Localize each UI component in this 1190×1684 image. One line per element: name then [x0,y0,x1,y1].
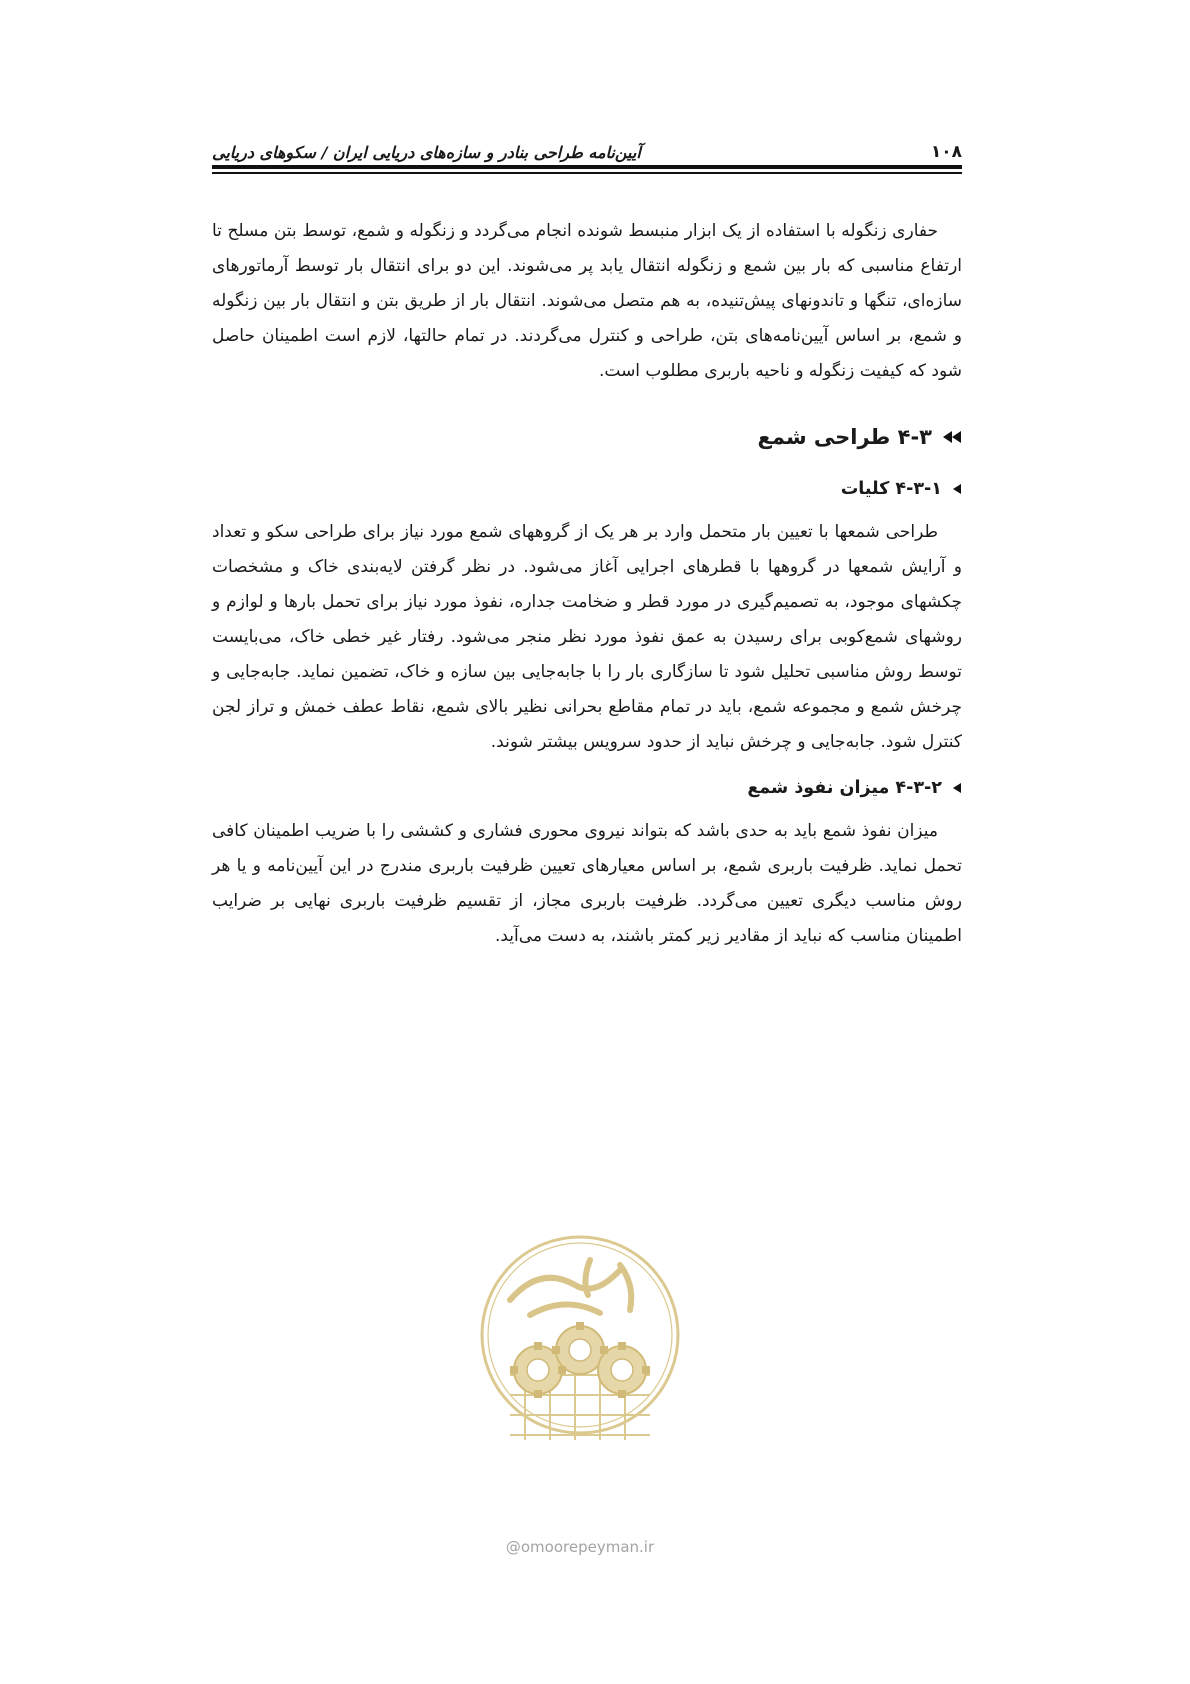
intro-paragraph: حفاری زنگوله با استفاده از یک ابزار منبسط شونده انجام می‌گردد و زنگوله و شمع، توسط بتن مسلح تا ارتفاع مناسبی که بار بین شمع و زنگوله انتقال یابد پر می‌شوند. این دو برای انتقال بار توسط آرماتورهای سازه‌ای، تنگها و تاندونهای پیش‌تنیده، به هم متصل می‌شوند. انتقال بار از طریق بتن و انتقال بار بین زنگوله و شمع، بر اساس آیین‌نامه‌های بتن، طراحی و کنترل می‌گردند. در تمام حالتها، لازم است اطمینان حاصل شود که کیفیت زنگوله و ناحیه باربری مطلوب است. [212,221,962,381]
watermark-logo [470,1225,690,1475]
running-title: آیین‌نامه طراحی بنادر و سازه‌های دریایی ایران / سکوهای دریایی [212,143,641,162]
watermark-url-text: omoorepeyman.ir [520,1538,655,1556]
triangle-icon [952,483,962,495]
subsection-1-heading-text: ۴-۳-۱ کلیات [840,479,942,499]
subsection-1-paragraph: طراحی شمعها با تعیین بار متحمل وارد بر هر یک از گروههای شمع مورد نیاز برای طراحی سکو و تعداد و آرایش شمعها در گروهها با قطرهای اجرایی آغاز می‌شود. در نظر گرفتن لایه‌بندی خاک و مشخصات چکشهای موجود، به تصمیم‌گیری در مورد قطر و ضخامت جداره، نفوذ مورد نیاز برای تحمل بارها و لوازم و روشهای شمع‌کوبی برای رسیدن به عمق نفوذ مورد نظر منجر می‌شود. رفتار غیر خطی خاک، می‌بایست توسط روش مناسبی تحلیل شود تا سازگاری بار را با جابه‌جایی بین سازه و خاک، تضمین نماید. جابه‌جایی و چرخش شمع و مجموعه شمع، باید در تمام مقاطع بحرانی نظیر بالای شمع، نقاط عطف خمش و تراز لجن کنترل شود. جابه‌جایی و چرخش نباید از حدود سرویس بیشتر شوند. [212,522,962,752]
at-icon: @ [505,1538,521,1556]
subsection-1-heading [212,471,962,507]
section-heading-text: ۴-۳ طراحی شمع [757,425,932,449]
running-header [212,128,962,162]
subsection-2-heading-text: ۴-۳-۲ میزان نفوذ شمع [747,778,942,798]
subsection-2-paragraph: میزان نفوذ شمع باید به حدی باشد که بتواند نیروی محوری فشاری و کششی را با ضریب اطمینان کافی تحمل نماید. ظرفیت باربری شمع، بر اساس معیارهای تعیین ظرفیت باربری مندرج در این آیین‌نامه و یا هر روش مناسب دیگری تعیین می‌گردد. ظرفیت باربری مجاز، از تقسیم ظرفیت باربری نهایی بر ضرایب اطمینان مناسب که نباید از مقادیر زیر کمتر باشند، به دست می‌آید. [212,821,962,946]
watermark-url [480,1538,680,1556]
double-triangle-icon [942,430,962,444]
page-number: ۱۰۸ [930,142,962,162]
triangle-icon [952,782,962,794]
header-rule-thick [212,165,962,169]
subsection-2-heading [212,770,962,806]
header-rule-thin [212,172,962,174]
main-content [212,214,962,954]
section-heading [212,417,962,457]
